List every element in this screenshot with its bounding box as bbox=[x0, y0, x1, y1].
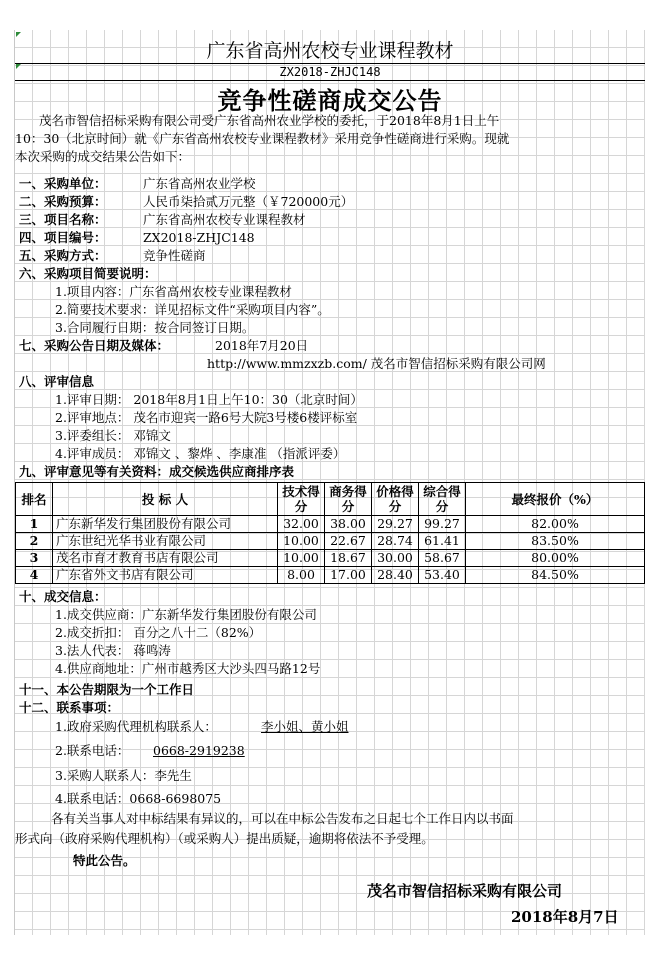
col-rank: 排名 bbox=[16, 483, 53, 516]
notice-closing: 特此公告。 bbox=[73, 853, 136, 868]
table-row bbox=[16, 567, 645, 584]
price-cell: 30.00 bbox=[372, 550, 419, 567]
section-6-label: 六、采购项目简要说明： bbox=[19, 266, 157, 281]
review-item: 4.评审成员： 邓锦文 、黎烨 、李康准 （指派评委） bbox=[55, 446, 346, 461]
section-3-value: 广东省高州农校专业课程教材 bbox=[143, 212, 306, 227]
section-10-label: 十、成交信息： bbox=[19, 589, 107, 604]
cell-marker-icon bbox=[16, 32, 21, 37]
review-item: 2.评审地点： 茂名市迎宾一路6号大院3号楼6楼评标室 bbox=[55, 410, 358, 425]
ranking-table bbox=[15, 482, 645, 584]
table-row bbox=[16, 550, 645, 567]
price-cell: 28.40 bbox=[372, 567, 419, 584]
bidder-cell: 广东省外文书店有限公司 bbox=[53, 567, 278, 584]
total-cell: 99.27 bbox=[419, 516, 466, 533]
col-tech: 技术得分 bbox=[278, 483, 325, 516]
section-7-media-link[interactable]: http://www.mmzxzb.com/ 茂名市智信招标采购有限公司网 bbox=[207, 356, 546, 371]
section-7-label: 七、采购公告日期及媒体： bbox=[19, 338, 170, 353]
col-price: 价格得分 bbox=[372, 483, 419, 516]
project-code: ZX2018-ZHJC148 bbox=[15, 63, 645, 81]
table-header-row bbox=[16, 483, 645, 516]
bidder-cell: 广东新华发行集团股份有限公司 bbox=[53, 516, 278, 533]
page-title: 竞争性磋商成交公告 bbox=[217, 86, 443, 115]
total-cell: 61.41 bbox=[419, 533, 466, 550]
deal-item: 4.供应商地址：广州市越秀区大沙头四马路12号 bbox=[55, 661, 321, 676]
tech-cell: 10.00 bbox=[278, 550, 325, 567]
cell-marker-icon bbox=[16, 64, 21, 69]
section-6-item: 3.合同履行日期：按合同签订日期。 bbox=[55, 320, 255, 335]
section-1-label: 一、采购单位： bbox=[19, 176, 107, 191]
section-11: 十一、本公告期限为一个工作日 bbox=[19, 682, 195, 697]
objection-line-1: 各有关当事人对中标结果有异议的，可以在中标公告发布之日起七个工作日内以书面 bbox=[51, 811, 514, 826]
quote-cell: 80.00% bbox=[466, 550, 645, 567]
bidder-cell: 广东世纪光华书业有限公司 bbox=[53, 533, 278, 550]
col-total: 综合得分 bbox=[419, 483, 466, 516]
agency-contact-label: 1.政府采购代理机构联系人： bbox=[55, 719, 217, 734]
notice-sheet bbox=[14, 30, 645, 935]
quote-cell: 83.50% bbox=[466, 533, 645, 550]
section-8-label: 八、评审信息 bbox=[19, 374, 95, 389]
review-item: 1.评审日期： 2018年8月1日上午10：30（北京时间） bbox=[55, 392, 363, 407]
tech-cell: 8.00 bbox=[278, 567, 325, 584]
tech-cell: 32.00 bbox=[278, 516, 325, 533]
quote-cell: 84.50% bbox=[466, 567, 645, 584]
school-title: 广东省高州农校专业课程教材 bbox=[206, 40, 454, 62]
section-6-item: 2.简要技术要求：详见招标文件“采购项目内容”。 bbox=[55, 302, 330, 317]
deal-item: 3.法人代表： 蒋鸣涛 bbox=[55, 643, 171, 658]
tech-cell: 10.00 bbox=[278, 533, 325, 550]
agency-phone-value: 0668-2919238 bbox=[153, 743, 245, 758]
section-4-label: 四、项目编号： bbox=[19, 230, 107, 245]
price-cell: 29.27 bbox=[372, 516, 419, 533]
section-6-item: 1.项目内容：广东省高州农校专业课程教材 bbox=[55, 284, 292, 299]
table-row bbox=[16, 533, 645, 550]
buyer-phone: 4.联系电话：0668-6698075 bbox=[55, 791, 222, 806]
business-cell: 38.00 bbox=[325, 516, 372, 533]
deal-item: 1.成交供应商：广东新华发行集团股份有限公司 bbox=[55, 607, 317, 622]
section-5-label: 五、采购方式： bbox=[19, 248, 107, 263]
section-2-label: 二、采购预算： bbox=[19, 194, 107, 209]
col-final-quote: 最终报价（%） bbox=[466, 483, 645, 516]
business-cell: 18.67 bbox=[325, 550, 372, 567]
issue-date: 2018年8月7日 bbox=[511, 908, 619, 926]
section-1-value: 广东省高州农业学校 bbox=[143, 176, 256, 191]
rank-cell: 3 bbox=[16, 550, 53, 567]
agency-contact-value: 李小姐、黄小姐 bbox=[261, 719, 349, 734]
agency-phone-label: 2.联系电话： bbox=[55, 743, 130, 758]
total-cell: 58.67 bbox=[419, 550, 466, 567]
section-12-label: 十二、联系事项： bbox=[19, 700, 120, 715]
deal-item: 2.成交折扣： 百分之八十二（82%） bbox=[55, 625, 262, 640]
quote-cell: 82.00% bbox=[466, 516, 645, 533]
table-row bbox=[16, 516, 645, 533]
section-7-date: 2018年7月20日 bbox=[215, 338, 309, 353]
intro-line-3: 本次采购的成交结果公告如下： bbox=[15, 149, 191, 164]
section-4-value: ZX2018-ZHJC148 bbox=[143, 230, 255, 245]
section-9-label: 九、评审意见等有关资料：成交候选供应商排序表 bbox=[19, 464, 295, 479]
price-cell: 28.74 bbox=[372, 533, 419, 550]
rank-cell: 2 bbox=[16, 533, 53, 550]
intro-line-1: 茂名市智信招标采购有限公司受广东省高州农业学校的委托，于2018年8月1日上午 bbox=[39, 113, 500, 128]
col-business: 商务得分 bbox=[325, 483, 372, 516]
rank-cell: 1 bbox=[16, 516, 53, 533]
section-3-label: 三、项目名称： bbox=[19, 212, 107, 227]
rank-cell: 4 bbox=[16, 567, 53, 584]
intro-line-2: 10：30（北京时间）就《广东省高州农校专业课程教材》采用竞争性磋商进行采购。现就 bbox=[15, 131, 510, 146]
col-bidder: 投 标 人 bbox=[53, 483, 278, 516]
business-cell: 17.00 bbox=[325, 567, 372, 584]
issuer-name: 茂名市智信招标采购有限公司 bbox=[367, 882, 563, 900]
review-item: 3.评委组长： 邓锦文 bbox=[55, 428, 171, 443]
buyer-contact: 3.采购人联系人：李先生 bbox=[55, 768, 192, 783]
business-cell: 22.67 bbox=[325, 533, 372, 550]
total-cell: 53.40 bbox=[419, 567, 466, 584]
bidder-cell: 茂名市育才教育书店有限公司 bbox=[53, 550, 278, 567]
section-5-value: 竞争性磋商 bbox=[143, 248, 206, 263]
objection-line-2: 形式向（政府采购代理机构）（或采购人）提出质疑，逾期将依法不予受理。 bbox=[15, 831, 434, 846]
section-2-value: 人民币柒拾贰万元整（￥720000元） bbox=[143, 194, 354, 209]
